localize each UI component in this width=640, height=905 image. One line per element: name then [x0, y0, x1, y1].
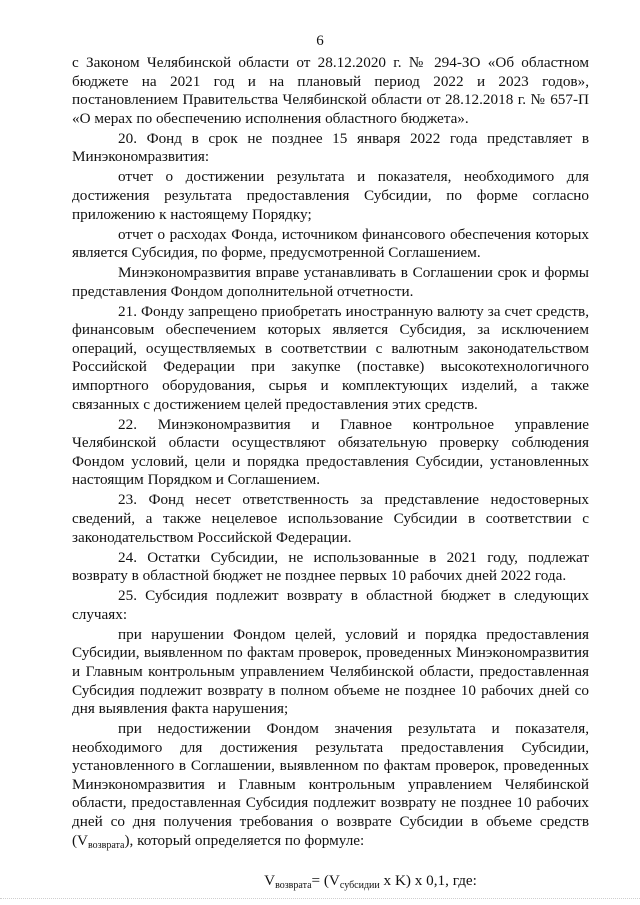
- paragraph-item-25: 25. Субсидия подлежит возврату в областной бюджет в следующих случаях:: [72, 587, 589, 623]
- paragraph: Минэкономразвития вправе устанавливать в Соглашении срок и формы представления Фондом дополнительной отчетности.: [72, 264, 589, 300]
- formula: [72, 872, 589, 891]
- formula-eq: = (V: [311, 872, 340, 890]
- page-number: 6: [316, 33, 324, 49]
- paragraph: при нарушении Фондом целей, условий и порядка предоставления Субсидии, выявленном по фактам проверок, проведенных Минэкономразвития и Главным контрольным управлением Челябинской области, предоставленная Субсидия подлежит возврату в полном объеме не позднее 10 рабочих дней со дня выявления факта нарушения;: [72, 625, 589, 718]
- paragraph: отчет о достижении результата и показателя, необходимого для достижения результата предоставления Субсидии, по форме согласно приложению к настоящему Порядку;: [72, 168, 589, 223]
- formula-sub-return: возврата: [275, 880, 312, 892]
- formula-rest: x K) x 0,1, где:: [379, 872, 477, 890]
- paragraph-text: при недостижении Фондом значения результата и показателя, необходимого для достижения результата предоставления Субсидии, установленного в Соглашении, выявленном по фактам проверок, проведенных Минэкономразвития и Главным контрольным управлением Челябинской области, предоставленная Субсидия подлежит возврату не позднее 10 рабочих дней со дня получения требования о возврате Субсидии в объеме средств (V: [72, 720, 589, 849]
- paragraph-last: [72, 720, 589, 850]
- paragraph-item-24: 24. Остатки Субсидии, не использованные в 2021 году, подлежат возврату в областной бюджет не позднее первых 10 рабочих дней 2022 года.: [72, 548, 589, 585]
- paragraph-tail: ), который определяется по формуле:: [124, 831, 365, 849]
- subscript-return: возврата: [88, 839, 125, 851]
- paragraph-item-23: 23. Фонд несет ответственность за представление недостоверных сведений, а также нецелевое использование Субсидии в соответствии с законодательством Российской Федерации.: [72, 491, 589, 546]
- paragraph-item-21: 21. Фонду запрещено приобретать иностранную валюту за счет средств, финансовым обеспечением которых является Субсидия, за исключением операций, осуществляемых в соответствии с валютным законодательством Российской Федерации при закупке (поставке) высокотехнологичного импортного оборудования, сырья и комплектующих изделий, а также связанных с достижением целей предоставления этих средств.: [72, 302, 589, 413]
- scan-edge-divider: [0, 898, 640, 905]
- paragraph-item-20: 20. Фонд в срок не позднее 15 января 2022 года представляет в Минэкономразвития:: [72, 129, 589, 166]
- paragraph: отчет о расходах Фонда, источником финансового обеспечения которых является Субсидия, по форме, предусмотренной Соглашением.: [72, 225, 589, 262]
- paragraph-item-22: 22. Минэкономразвития и Главное контрольное управление Челябинской области осуществляют обязательную проверку соблюдения Фондом условий, цели и порядка предоставления Субсидии, установленных настоящим Порядком и Соглашением.: [72, 415, 589, 489]
- formula-sub-subsidy: субсидии: [339, 880, 380, 892]
- document-body: [72, 54, 589, 891]
- formula-v: V: [264, 872, 276, 890]
- paragraph: с Законом Челябинской области от 28.12.2020 г. № 294-ЗО «Об областном бюджете на 2021 год и на плановый период 2022 и 2023 годов», постановлением Правительства Челябинской области от 28.12.2018 г. № 657-П «О мерах по обеспечению исполнения областного бюджета».: [72, 54, 589, 127]
